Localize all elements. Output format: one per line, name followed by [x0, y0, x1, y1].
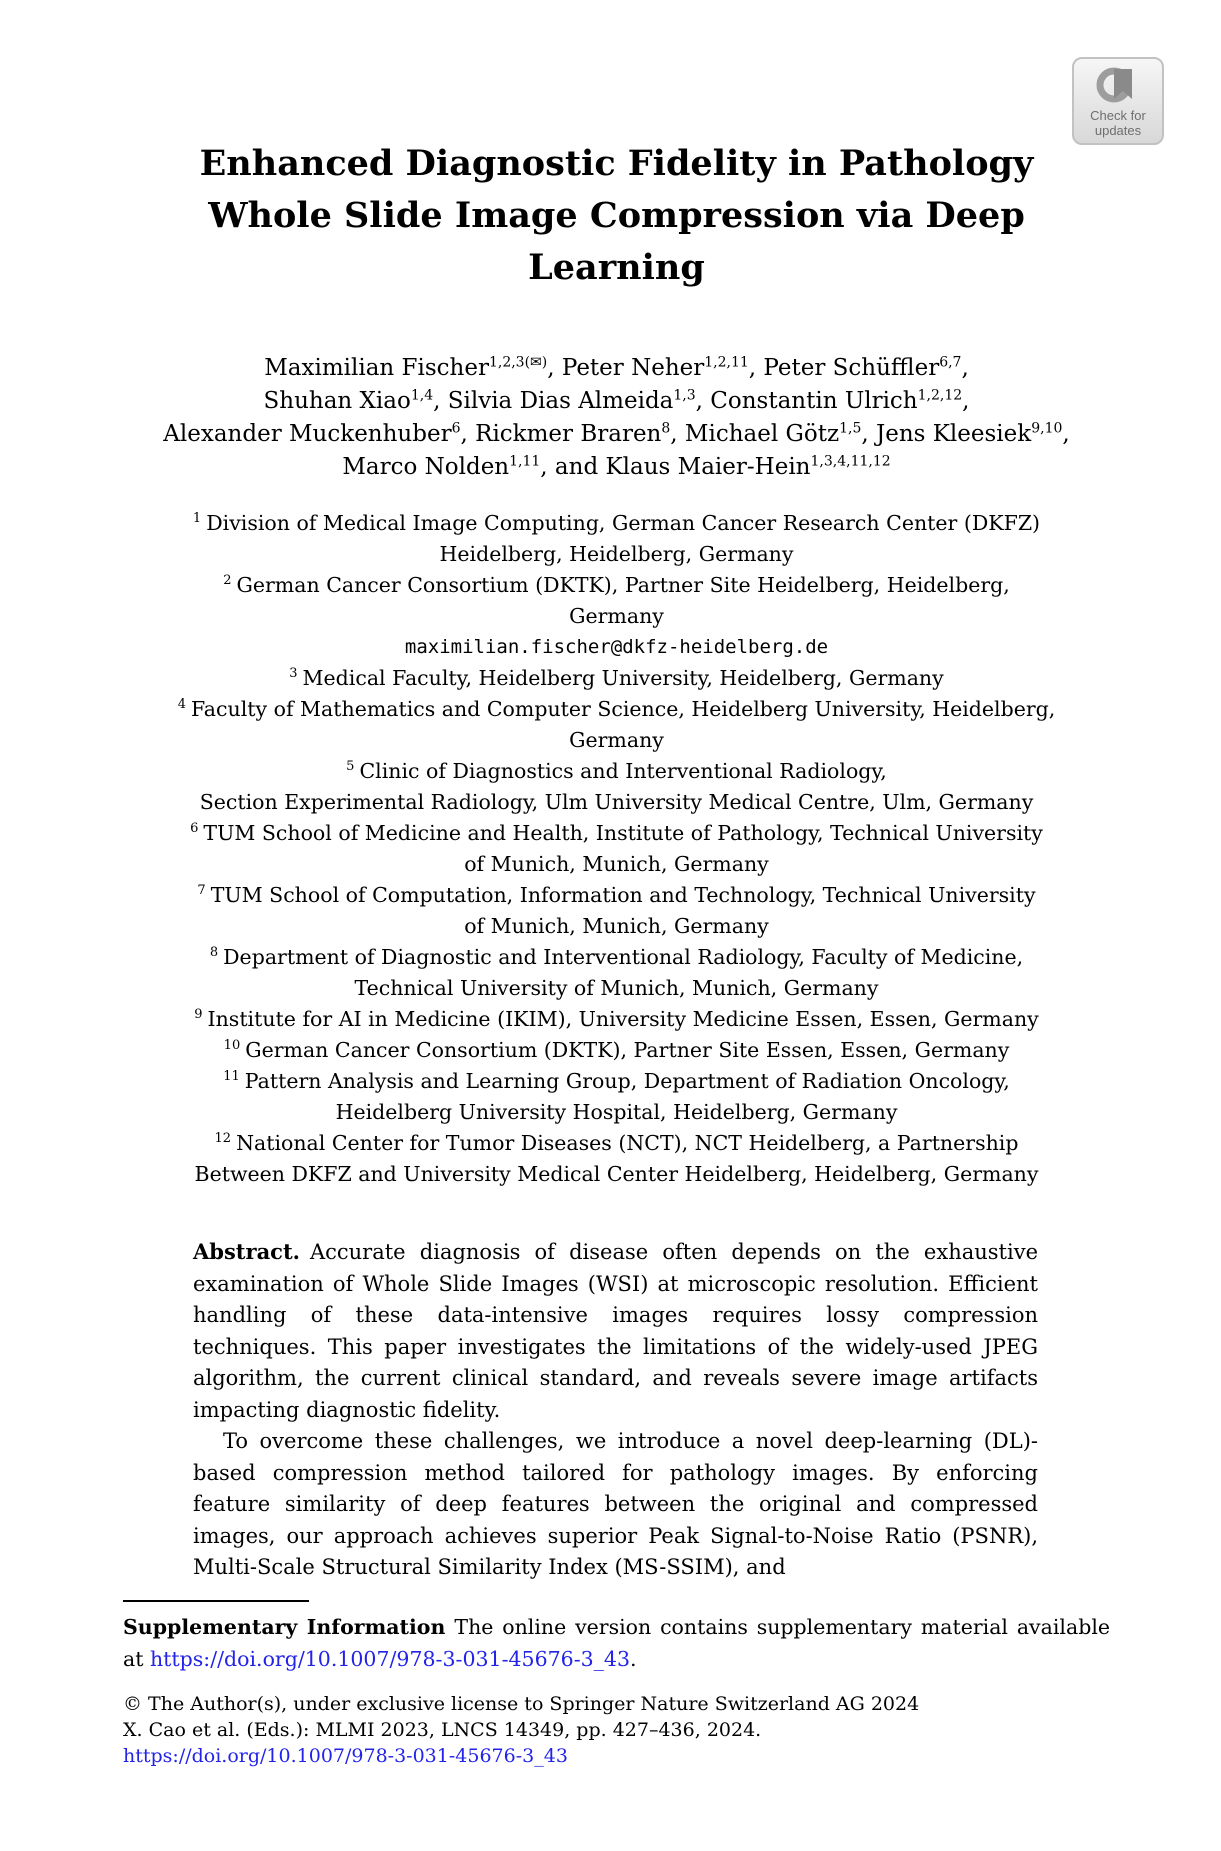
- affiliation-text: Medical Faculty, Heidelberg University, Heidelberg, Germany: [302, 666, 944, 690]
- title-line: Enhanced Diagnostic Fidelity in Pathology: [199, 143, 1034, 184]
- author-name: Peter Schüffler: [763, 355, 940, 381]
- affiliation-marker: 10: [223, 1038, 241, 1054]
- affiliation-text: Between DKFZ and University Medical Center Heidelberg, Heidelberg, Germany: [194, 1162, 1039, 1186]
- author-sup: 1,2,12: [917, 387, 963, 404]
- author-sep: ,: [748, 355, 764, 381]
- text-column: [123, 0, 1110, 1769]
- supplementary-period: .: [630, 1646, 637, 1671]
- affiliation-text: German Cancer Consortium (DKTK), Partner Site Essen, Essen, Germany: [245, 1038, 1010, 1062]
- abstract-paragraph-2: To overcome these challenges, we introduce a novel deep-learning (DL)-based compression method tailored for pathology images. By enforcing feature similarity of deep features between the original and compressed images, our approach achieves superior Peak Signal-to-Noise Ratio (PSNR), Multi-Scale Structural Similarity Index (MS-SSIM), and: [193, 1429, 1038, 1579]
- author-sup: 6: [451, 420, 461, 437]
- imprint-doi-link[interactable]: https://doi.org/10.1007/978-3-031-45676-3_43: [123, 1744, 568, 1767]
- affiliation-text: TUM School of Medicine and Health, Institute of Pathology, Technical University: [203, 821, 1043, 845]
- author-sep: ,: [861, 421, 876, 447]
- affiliation: [123, 818, 1110, 880]
- affiliation-text: Clinic of Diagnostics and Interventional Radiology,: [359, 759, 887, 783]
- author-sup: 1,3,4,11,12: [810, 453, 891, 470]
- affiliation-marker: 2: [223, 573, 232, 589]
- author-sup: 1,2,11: [704, 354, 749, 371]
- affiliation: [123, 1035, 1110, 1066]
- authors-line: [123, 385, 1110, 418]
- abstract-label: Abstract.: [193, 1239, 300, 1264]
- imprint-block: [123, 1691, 1110, 1769]
- affiliation-text: of Munich, Munich, Germany: [464, 852, 769, 876]
- author-name: Peter Neher: [561, 355, 705, 381]
- affiliation-text: Section Experimental Radiology, Ulm University Medical Centre, Ulm, Germany: [199, 790, 1034, 814]
- affiliation-text: Heidelberg University Hospital, Heidelberg, Germany: [335, 1100, 898, 1124]
- affiliation: [123, 756, 1110, 818]
- author-sep: , and: [540, 454, 606, 480]
- imprint-copyright: © The Author(s), under exclusive license to Springer Nature Switzerland AG 2024: [123, 1692, 920, 1715]
- affiliation-marker: 7: [197, 883, 206, 899]
- author-sup: 1,3: [673, 387, 696, 404]
- check-updates-label-line1: Check for: [1090, 108, 1146, 123]
- author-name: Shuhan Xiao: [263, 388, 411, 414]
- author-name: Klaus Maier-Hein: [605, 454, 811, 480]
- author-sep: ,: [1062, 421, 1070, 447]
- affiliation-text: Department of Diagnostic and Interventional Radiology, Faculty of Medicine,: [223, 945, 1024, 969]
- author-name: Rickmer Braren: [475, 421, 662, 447]
- author-name: Alexander Muckenhuber: [163, 421, 452, 447]
- authors-line: [123, 418, 1110, 451]
- affiliation: [123, 1004, 1110, 1035]
- affiliation-text: Division of Medical Image Computing, German Cancer Research Center (DKFZ): [206, 511, 1041, 535]
- email-text: maximilian.fischer@dkfz-heidelberg.de: [404, 636, 829, 658]
- supplementary-text: The online version contains supplementary material available at: [123, 1614, 1111, 1671]
- affiliation-text: Heidelberg, Heidelberg, Germany: [439, 542, 794, 566]
- affiliation: [123, 880, 1110, 942]
- affiliation-marker: 3: [289, 666, 298, 682]
- affiliation: [123, 942, 1110, 1004]
- author-name: Marco Nolden: [342, 454, 510, 480]
- affiliation: [123, 1128, 1110, 1190]
- authors-line: [123, 352, 1110, 385]
- author-sup: 1,11: [509, 453, 541, 470]
- supplementary-note: [123, 1611, 1110, 1675]
- author-name: Michael Götz: [684, 421, 840, 447]
- abstract-section: [193, 1236, 1038, 1584]
- author-sep: ,: [695, 388, 711, 414]
- abstract-text-1: Accurate diagnosis of disease often depends on the exhaustive examination of Whole Slide Images (WSI) at microscopic resolution. Efficient handling of these data-intensive images requires lossy compression techniques. This paper investigates the limitations of the widely-used JPEG algorithm, the current clinical standard, and reveals severe image artifacts impacting diagnostic fidelity.: [193, 1240, 1038, 1422]
- authors-block: [123, 352, 1110, 484]
- affiliation: [123, 694, 1110, 756]
- affiliation-marker: 12: [214, 1131, 232, 1147]
- affiliation: [123, 508, 1110, 570]
- imprint-editors: X. Cao et al. (Eds.): MLMI 2023, LNCS 14349, pp. 427–436, 2024.: [123, 1718, 762, 1741]
- paper-title: [123, 138, 1110, 294]
- affiliation-text: of Munich, Munich, Germany: [464, 914, 769, 938]
- affiliation-marker: 9: [194, 1007, 203, 1023]
- affiliation-text: Pattern Analysis and Learning Group, Department of Radiation Oncology,: [244, 1069, 1010, 1093]
- affiliations-block: [123, 508, 1110, 1190]
- supplementary-label: Supplementary Information: [123, 1614, 446, 1639]
- affiliation-text: Germany: [569, 604, 664, 628]
- check-updates-label-line2: updates: [1094, 123, 1142, 138]
- affiliation: [123, 663, 1110, 694]
- affiliation-text: Germany: [569, 728, 664, 752]
- author-sep: ,: [547, 355, 562, 381]
- author-sup: 6,7: [939, 354, 962, 371]
- footnote-rule: [123, 1600, 309, 1602]
- affiliation-marker: 1: [192, 511, 202, 527]
- affiliation-text: Technical University of Munich, Munich, Germany: [354, 976, 879, 1000]
- author-name: Silvia Dias Almeida: [447, 388, 674, 414]
- author-sep: ,: [670, 421, 685, 447]
- affiliation-marker: 5: [346, 759, 355, 775]
- author-name: Jens Kleesiek: [875, 421, 1032, 447]
- author-sep: ,: [962, 388, 970, 414]
- affiliation: [123, 570, 1110, 632]
- author-sep: ,: [433, 388, 448, 414]
- author-sep: ,: [460, 421, 476, 447]
- author-sep: ,: [961, 355, 969, 381]
- author-name: Maximilian Fischer: [264, 355, 489, 381]
- affiliation-marker: 4: [177, 697, 186, 713]
- author-sup: 9,10: [1031, 420, 1063, 437]
- authors-line: [123, 451, 1110, 484]
- affiliation-text: Faculty of Mathematics and Computer Science, Heidelberg University, Heidelberg,: [190, 697, 1056, 721]
- supplementary-doi-link[interactable]: https://doi.org/10.1007/978-3-031-45676-3_43: [149, 1646, 631, 1671]
- affiliation-marker: 8: [209, 945, 219, 961]
- affiliation-text: German Cancer Consortium (DKTK), Partner Site Heidelberg, Heidelberg,: [236, 573, 1010, 597]
- affiliation-text: National Center for Tumor Diseases (NCT), NCT Heidelberg, a Partnership: [236, 1131, 1019, 1155]
- title-line: Learning: [528, 247, 705, 288]
- affiliation-text: Institute for AI in Medicine (IKIM), University Medicine Essen, Essen, Germany: [207, 1007, 1039, 1031]
- affiliation-marker: 6: [190, 821, 199, 837]
- affiliation-text: TUM School of Computation, Information and Technology, Technical University: [210, 883, 1036, 907]
- affiliation-marker: 11: [223, 1069, 240, 1085]
- author-sup: 1,4: [410, 387, 434, 404]
- author-name: Constantin Ulrich: [710, 388, 918, 414]
- affiliation: [123, 1066, 1110, 1128]
- abstract-paragraph-1: [193, 1236, 1038, 1426]
- title-line: Whole Slide Image Compression via Deep: [208, 195, 1025, 236]
- author-sup: 8: [661, 420, 671, 437]
- author-sup: 1,2,3(✉): [488, 354, 548, 371]
- author-sup: 1,5: [839, 420, 862, 437]
